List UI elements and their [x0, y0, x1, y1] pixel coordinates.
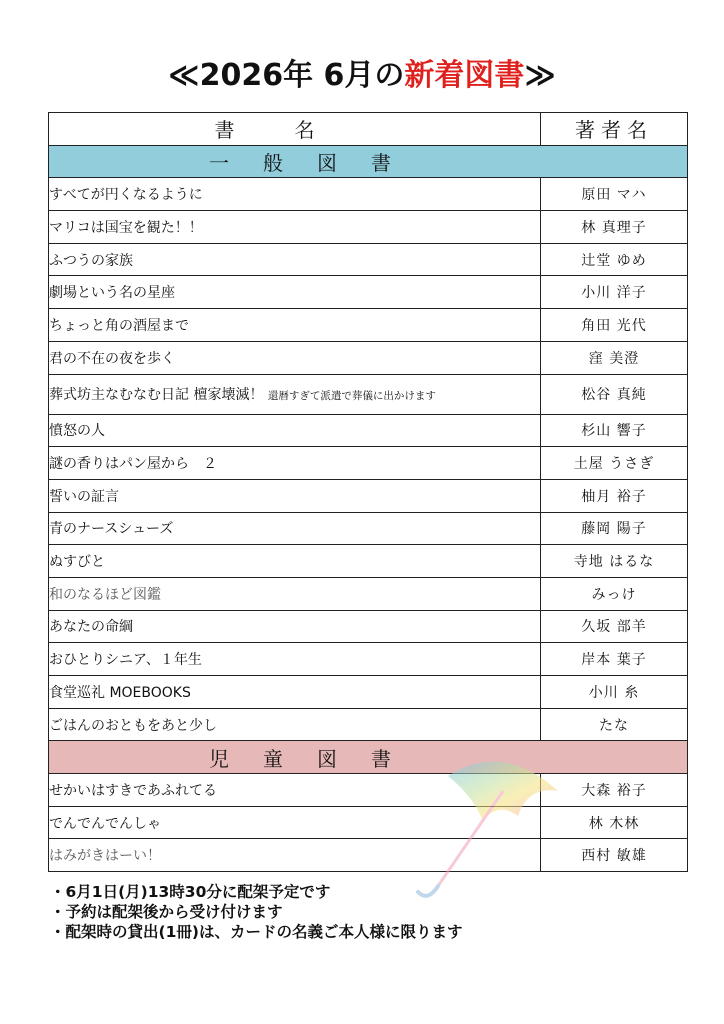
title-suffix: ≫: [524, 58, 556, 93]
book-title: でんでんでんしゃ: [49, 806, 541, 839]
book-title: 食堂巡礼 MOEBOOKS: [49, 676, 541, 709]
book-title: 謎の香りはパン屋から ２: [49, 447, 541, 480]
table-row: [49, 479, 688, 512]
book-author: たな: [541, 708, 688, 741]
book-title: はみがきはーい！: [49, 839, 541, 872]
book-title: 青のナースシューズ: [49, 512, 541, 545]
table-row: [49, 512, 688, 545]
table-row: [49, 610, 688, 643]
title-prefix: ≪2026年 6月の: [168, 58, 405, 93]
header-title: 書名: [49, 113, 541, 146]
book-title: ちょっと角の酒屋まで: [49, 309, 541, 342]
table-row: [49, 211, 688, 244]
book-title: ごはんのおともをあと少し: [49, 708, 541, 741]
table-row: [49, 178, 688, 211]
table-row: [49, 309, 688, 342]
book-title: あなたの命綱: [49, 610, 541, 643]
book-table: [48, 112, 688, 872]
table-row: [49, 806, 688, 839]
note-item: ・6月1日(月)13時30分に配架予定です: [50, 883, 331, 901]
header-author: 著者名: [541, 113, 688, 146]
book-author: みっけ: [541, 577, 688, 610]
note-item: ・配架時の貸出(1冊)は、カードの名義ご本人様に限ります: [50, 923, 463, 941]
notes: [50, 882, 462, 942]
book-author: 原田 マハ: [541, 178, 688, 211]
table-row: [49, 643, 688, 676]
table-row: [49, 839, 688, 872]
book-author: 林 真理子: [541, 211, 688, 244]
book-author: 岸本 葉子: [541, 643, 688, 676]
book-title: 葬式坊主なむなむ日記 檀家壊滅！: [49, 387, 264, 403]
book-author: 林 木林: [541, 806, 688, 839]
table-header-row: [49, 113, 688, 146]
table-row: [49, 577, 688, 610]
book-author: 小川 洋子: [541, 276, 688, 309]
book-author: 土屋 うさぎ: [541, 447, 688, 480]
table-row: [49, 276, 688, 309]
table-row: [49, 545, 688, 578]
book-title: ふつうの家族: [49, 243, 541, 276]
book-title: 憤怒の人: [49, 414, 541, 447]
book-title: ぬすびと: [49, 545, 541, 578]
book-author: 久坂 部羊: [541, 610, 688, 643]
book-author: 寺地 はるな: [541, 545, 688, 578]
book-title: マリコは国宝を観た！！: [49, 211, 541, 244]
section-label: 児童図書: [49, 741, 688, 774]
book-title: 君の不在の夜を歩く: [49, 341, 541, 374]
book-title: すべてが円くなるように: [49, 178, 541, 211]
book-author: 松谷 真純: [541, 374, 688, 414]
book-author: 柚月 裕子: [541, 479, 688, 512]
book-author: 杉山 響子: [541, 414, 688, 447]
table-row: [49, 414, 688, 447]
book-title: 劇場という名の星座: [49, 276, 541, 309]
note-item: ・予約は配架後から受け付けます: [50, 903, 283, 921]
book-author: 角田 光代: [541, 309, 688, 342]
table-row: [49, 708, 688, 741]
book-title: せかいはすきであふれてる: [49, 774, 541, 807]
table-row: [49, 243, 688, 276]
book-author: 大森 裕子: [541, 774, 688, 807]
book-author: 窪 美澄: [541, 341, 688, 374]
section-label: 一般図書: [49, 145, 688, 178]
book-author: 小川 糸: [541, 676, 688, 709]
table-row: [49, 676, 688, 709]
book-title-cell: [49, 374, 541, 414]
book-author: 辻堂 ゆめ: [541, 243, 688, 276]
table-row: [49, 341, 688, 374]
title-highlight: 新着図書: [404, 58, 525, 93]
table-row: [49, 447, 688, 480]
book-subtitle: 還暦すぎて派遣で葬儀に出かけます: [267, 390, 436, 402]
book-author: 藤岡 陽子: [541, 512, 688, 545]
table-row: [49, 374, 688, 414]
section-general: [49, 145, 688, 178]
page-title: [0, 50, 724, 94]
book-author: 西村 敏雄: [541, 839, 688, 872]
book-title: 誓いの証言: [49, 479, 541, 512]
section-children: [49, 741, 688, 774]
book-title: おひとりシニア、１年生: [49, 643, 541, 676]
book-title: 和のなるほど図鑑: [49, 577, 541, 610]
table-row: [49, 774, 688, 807]
